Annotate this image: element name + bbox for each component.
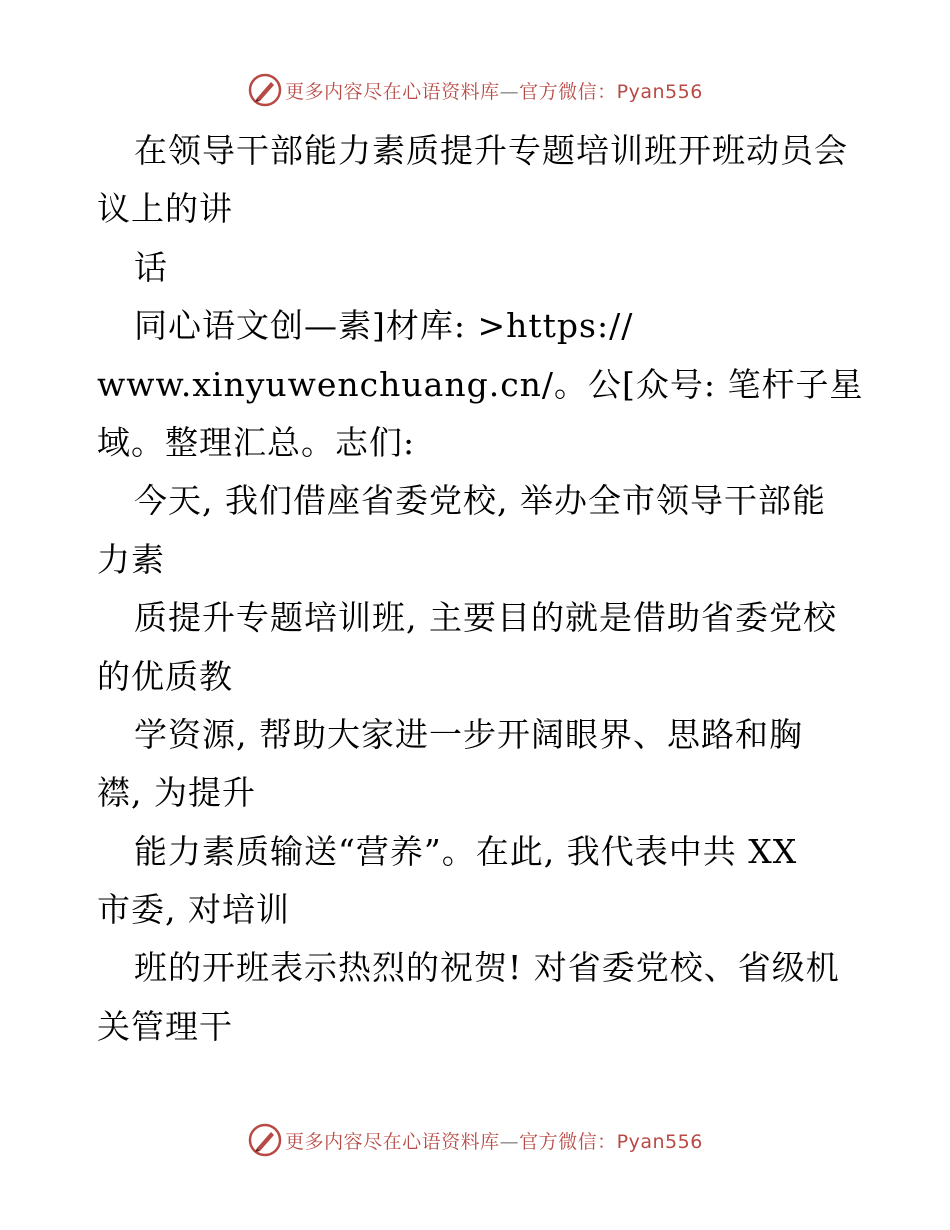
footer-banner-wechat: 官方微信：Pyan556 — [519, 1130, 703, 1153]
body-line: www.xinyuwenchuang.cn/。公[众号: 笔杆子星 — [97, 364, 864, 404]
header-banner-separator: — — [499, 80, 520, 103]
body-line: 质提升专题培训班, 主要目的就是借助省委党校 — [134, 598, 837, 638]
pen-logo-icon — [247, 1122, 283, 1158]
body-line: 班的开班表示热烈的祝贺! 对省委党校、省级机 — [134, 948, 840, 988]
body-line: 学资源, 帮助大家进一步开阔眼界、思路和胸 — [134, 714, 803, 754]
pen-logo-icon — [247, 72, 283, 108]
body-line: 今天, 我们借座省委党校, 举办全市领导干部能 — [134, 481, 826, 521]
header-banner-wechat: 官方微信：Pyan556 — [519, 80, 703, 103]
body-line: 市委, 对培训 — [97, 890, 290, 930]
header-banner-main: 更多内容尽在心语资料库 — [285, 80, 500, 103]
header-banner-text — [285, 77, 703, 104]
body-line: 话 — [134, 247, 168, 287]
body-line: 域。整理汇总。志们: — [97, 422, 416, 462]
body-line: 同心语文创—素]材库: >https:// — [134, 306, 634, 346]
footer-banner — [0, 1120, 950, 1160]
document-body — [97, 122, 867, 1056]
body-line: 的优质教 — [97, 656, 233, 696]
footer-banner-main: 更多内容尽在心语资料库 — [285, 1130, 500, 1153]
body-line: 能力素质输送“营养”。在此, 我代表中共 XX — [134, 831, 798, 871]
body-line: 在领导干部能力素质提升专题培训班开班动员会 — [134, 131, 848, 170]
footer-banner-separator: — — [499, 1130, 520, 1153]
body-line: 襟, 为提升 — [97, 773, 256, 813]
footer-banner-text — [285, 1127, 703, 1154]
header-banner — [0, 70, 950, 110]
body-line: 力素 — [97, 539, 165, 579]
body-line: 关管理干 — [97, 1006, 233, 1046]
body-line: 议上的讲 — [97, 189, 233, 229]
